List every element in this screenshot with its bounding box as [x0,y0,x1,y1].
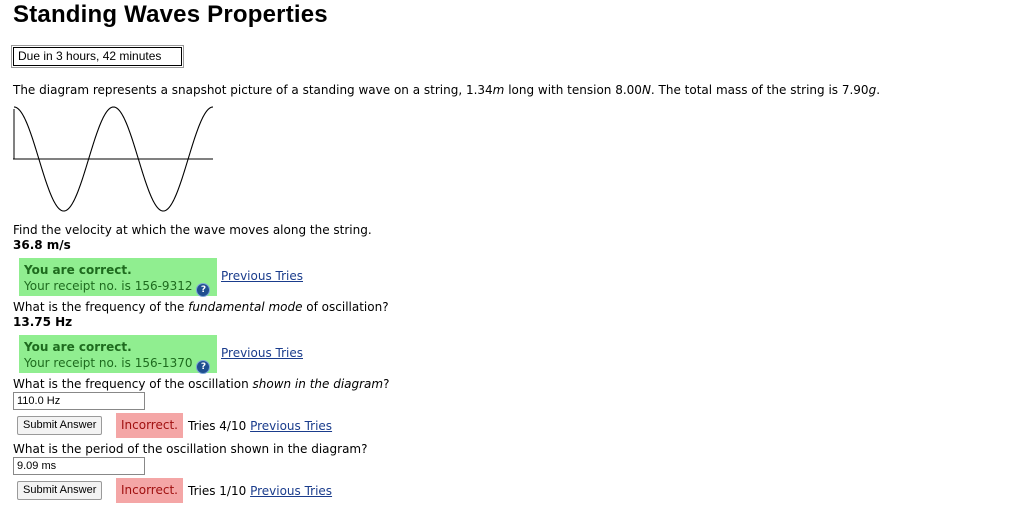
intro-text-1: The diagram represents a snapshot picture of a standing wave on a string, 1.34 [13,83,493,97]
receipt-text-1: Your receipt no. is 156-9312 [24,279,193,293]
answer-velocity: 36.8 m/s [13,238,71,252]
question-velocity: Find the velocity at which the wave moves along the string. [13,223,372,237]
intro-text-4: . [876,83,881,97]
problem-statement [13,83,880,97]
receipt-line-1 [24,278,217,297]
q2-text-2: of oscillation? [302,300,389,314]
submit-answer-button-2[interactable]: Submit Answer [17,481,102,500]
intro-text-2: long with tension 8.00 [504,83,642,97]
tries-line-2 [188,484,332,498]
previous-tries-link-1[interactable]: Previous Tries [221,269,303,283]
due-date-box: Due in 3 hours, 42 minutes [13,47,182,66]
intro-unit-g: g [868,83,877,97]
correct-feedback-2 [19,335,217,373]
tries-count-2: Tries 1/10 [188,484,247,498]
intro-unit-m: m [492,83,505,97]
q2-emphasis: fundamental mode [188,300,303,314]
correct-title-2: You are correct. [24,340,132,354]
intro-unit-n: N [641,83,651,97]
help-icon[interactable]: ? [196,360,210,374]
frequency-answer-input[interactable] [13,392,145,410]
submit-answer-button-1[interactable]: Submit Answer [17,416,102,435]
q3-text-2: ? [383,377,390,391]
period-answer-input[interactable] [13,457,145,475]
incorrect-badge-1: Incorrect. [116,413,183,438]
answer-fundamental-frequency: 13.75 Hz [13,315,73,329]
help-icon[interactable]: ? [196,283,210,297]
question-period: What is the period of the oscillation shown in the diagram? [13,442,368,456]
receipt-line-2 [24,355,217,374]
q3-text-1: What is the frequency of the oscillation [13,377,253,391]
tries-count-1: Tries 4/10 [188,419,247,433]
intro-text-3: . The total mass of the string is 7.90 [650,83,869,97]
tries-line-1 [188,419,332,433]
previous-tries-link-4[interactable]: Previous Tries [250,484,333,498]
standing-wave-diagram [13,103,215,221]
receipt-text-2: Your receipt no. is 156-1370 [24,356,193,370]
correct-feedback-1 [19,258,217,296]
previous-tries-link-2[interactable]: Previous Tries [221,346,303,360]
incorrect-badge-2: Incorrect. [116,478,183,503]
question-fundamental-frequency [13,300,389,314]
previous-tries-link-3[interactable]: Previous Tries [250,419,333,433]
question-diagram-frequency [13,377,389,391]
page-title: Standing Waves Properties [13,1,328,28]
q3-emphasis: shown in the diagram [252,377,384,391]
q2-text-1: What is the frequency of the [13,300,189,314]
correct-title-1: You are correct. [24,263,132,277]
